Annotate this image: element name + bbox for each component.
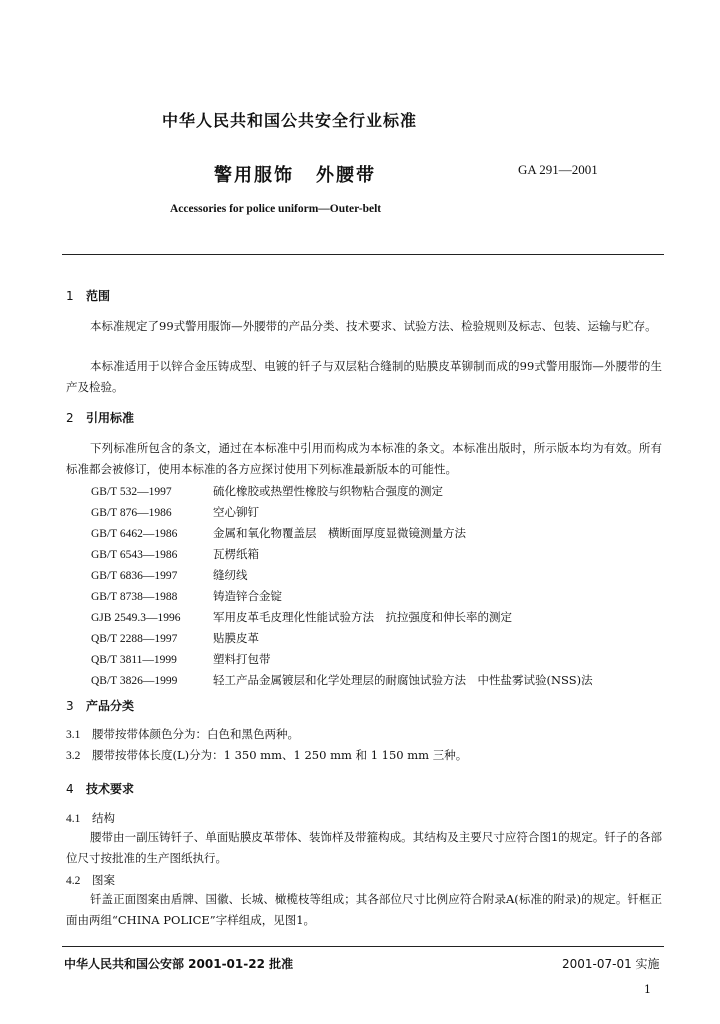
clause-title: 结构	[92, 811, 115, 825]
reference-item	[91, 672, 593, 688]
clause-4-1-paragraph: 腰带由一副压铸钎子、单面贴膜皮革带体、装饰样及带箍构成。其结构及主要尺寸应符合图1的规定。钎子的各部位尺寸按批准的生产图纸执行。	[66, 830, 662, 865]
reference-item	[91, 546, 259, 562]
reference-name: 轻工产品金属镀层和化学处理层的耐腐蚀试验方法 中性盐雾试验(NSS)法	[213, 673, 593, 687]
document-title-en: Accessories for police uniform—Outer-belt	[170, 203, 382, 215]
reference-name: 塑料打包带	[213, 652, 271, 666]
clause-number: 4.1	[66, 813, 81, 825]
page-number: 1	[644, 983, 651, 996]
section-number: 1	[66, 289, 74, 303]
section-title: 引用标准	[86, 411, 135, 425]
reference-code: QB/T 2288—1997	[91, 633, 178, 645]
implementation-date: 2001-07-01 实施	[562, 957, 660, 971]
footer-divider	[62, 946, 664, 947]
reference-code: GB/T 8738—1988	[91, 591, 178, 603]
reference-name: 硫化橡胶或热塑性橡胶与织物粘合强度的测定	[213, 484, 443, 498]
reference-item	[91, 630, 259, 646]
reference-name: 瓦楞纸箱	[213, 547, 259, 561]
title-cn-part2: 外腰带	[316, 165, 376, 186]
clause-3-1	[66, 726, 299, 742]
reference-name: 军用皮革毛皮理化性能试验方法 抗拉强度和伸长率的测定	[213, 610, 512, 624]
clause-3-2	[66, 747, 467, 763]
reference-item	[91, 504, 259, 520]
reference-item	[91, 483, 443, 499]
section-2-paragraph-1: 下列标准所包含的条文，通过在本标准中引用而构成为本标准的条文。本标准出版时，所示版本均为有效。所有标准都会被修订，使用本标准的各方应探讨使用下列标准最新版本的可能性。	[66, 441, 662, 476]
section-4-heading	[66, 780, 134, 797]
section-1-paragraph-1: 本标准规定了99式警用服饰—外腰带的产品分类、技术要求、试验方法、检验规则及标志、包装、运输与贮存。	[90, 319, 657, 333]
reference-item	[91, 651, 271, 667]
reference-item	[91, 567, 248, 583]
clause-4-2-paragraph: 钎盖正面图案由盾牌、国徽、长城、橄榄枝等组成；其各部位尺寸比例应符合附录A(标准的附录)的规定。钎框正面由两组“CHINA POLICE”字样组成，见图1。	[66, 892, 662, 927]
issuing-organization: 中华人民共和国公共安全行业标准	[162, 111, 418, 130]
section-title: 技术要求	[86, 782, 135, 796]
clause-4-2-heading	[66, 872, 115, 888]
section-1-heading	[66, 287, 110, 304]
reference-code: GB/T 6836—1997	[91, 570, 178, 582]
section-2-heading	[66, 409, 134, 426]
section-title: 产品分类	[86, 699, 135, 713]
reference-name: 贴膜皮革	[213, 631, 259, 645]
section-number: 2	[66, 411, 74, 425]
reference-name: 空心铆钉	[213, 505, 259, 519]
reference-name: 缝纫线	[213, 568, 248, 582]
reference-code: GJB 2549.3—1996	[91, 612, 181, 624]
section-number: 3	[66, 699, 74, 713]
reference-item	[91, 588, 282, 604]
reference-code: GB/T 532—1997	[91, 486, 172, 498]
reference-item	[91, 609, 512, 625]
clause-text: 腰带按带体颜色分为：白色和黑色两种。	[92, 727, 299, 741]
reference-code: GB/T 876—1986	[91, 507, 172, 519]
section-number: 4	[66, 782, 74, 796]
title-cn-part1: 警用服饰	[214, 165, 294, 186]
clause-4-1-heading	[66, 810, 115, 826]
reference-name: 铸造锌合金锭	[213, 589, 282, 603]
standard-number: GA 291—2001	[518, 162, 598, 177]
reference-code: GB/T 6543—1986	[91, 549, 178, 561]
clause-number: 4.2	[66, 875, 81, 887]
clause-text: 腰带按带体长度(L)分为：1 350 mm、1 250 mm 和 1 150 mm 三种。	[92, 748, 468, 762]
approval-statement: 中华人民共和国公安部 2001-01-22 批准	[64, 957, 294, 971]
reference-code: GB/T 6462—1986	[91, 528, 178, 540]
reference-code: QB/T 3811—1999	[91, 654, 177, 666]
section-3-heading	[66, 697, 134, 714]
section-title: 范围	[86, 289, 111, 303]
reference-code: QB/T 3826—1999	[91, 675, 178, 687]
reference-item	[91, 525, 466, 541]
document-title-cn	[214, 161, 376, 187]
section-1-paragraph-2: 本标准适用于以锌合金压铸成型、电镀的钎子与双层粘合缝制的贴膜皮革铆制而成的99式警用服饰—外腰带的生产及检验。	[66, 359, 662, 394]
clause-number: 3.1	[66, 729, 81, 741]
header-divider	[62, 254, 664, 255]
reference-name: 金属和氧化物覆盖层 横断面厚度显微镜测量方法	[213, 526, 466, 540]
clause-number: 3.2	[66, 750, 81, 762]
clause-title: 图案	[92, 873, 115, 887]
